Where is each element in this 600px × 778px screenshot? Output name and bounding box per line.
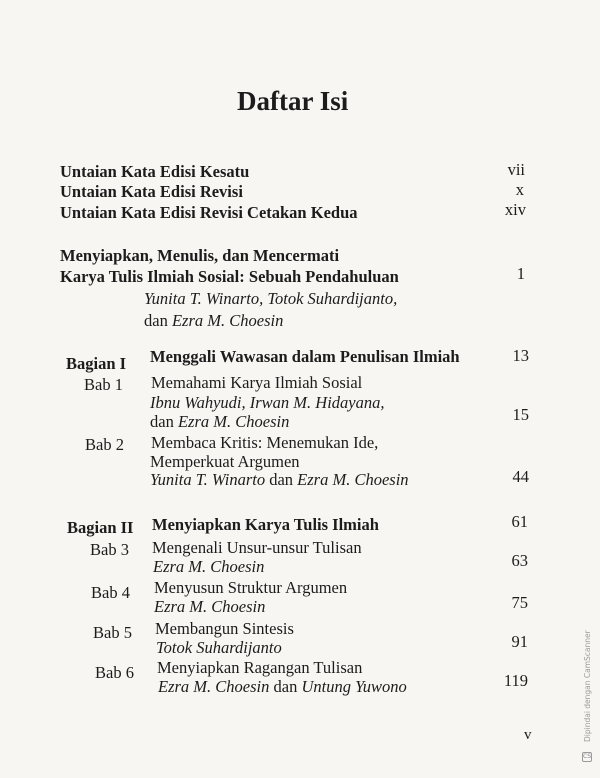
- chapter-authors-bab-2: [150, 472, 409, 489]
- chapter-title-bab-4: Menyusun Struktur Argumen: [154, 578, 348, 597]
- chapter-title-bab-6: Menyiapkan Ragangan Tulisan: [157, 658, 363, 677]
- page-number-bab-5: 91: [511, 632, 528, 651]
- page-number-bab-2: 44: [512, 467, 529, 486]
- author-name: Ezra M. Choesin: [297, 470, 409, 489]
- page-number-bagian-i: 13: [512, 346, 529, 365]
- part-title-bagian-i: Menggali Wawasan dalam Penulisan Ilmiah: [150, 347, 460, 366]
- toc-intro-title-line2: Karya Tulis Ilmiah Sosial: Sebuah Pendahuluan: [60, 267, 399, 286]
- toc-entry-edisi-revisi-cetakan-kedua: Untaian Kata Edisi Revisi Cetakan Kedua: [60, 203, 358, 222]
- page-number-bab-3: 63: [511, 551, 528, 570]
- chapter-authors-bab-1-line2: [150, 414, 289, 431]
- page-number-edisi-kesatu: vii: [507, 160, 525, 179]
- toc-intro-title-line1: Menyiapkan, Menulis, dan Mencermati: [60, 246, 340, 265]
- page-title: Daftar Isi: [237, 86, 349, 116]
- page-number-bab-6: 119: [503, 671, 528, 690]
- page-number-edisi-revisi: x: [515, 180, 524, 199]
- folio-page-number: v: [524, 727, 532, 743]
- chapter-label-bab-6: Bab 6: [95, 663, 134, 682]
- conjunction-dan: dan: [150, 412, 178, 431]
- author-name: Yunita T. Winarto: [150, 470, 266, 489]
- chapter-title-bab-2-line2: Memperkuat Argumen: [150, 452, 300, 471]
- toc-intro-authors-line1: Yunita T. Winarto, Totok Suhardijanto,: [144, 289, 398, 308]
- author-name: Ezra M. Choesin: [158, 677, 270, 696]
- toc-intro-authors-line2: [144, 313, 283, 330]
- chapter-title-bab-3: Mengenali Unsur-unsur Tulisan: [152, 538, 362, 557]
- toc-entry-edisi-revisi: Untaian Kata Edisi Revisi: [60, 182, 243, 201]
- page-number-edisi-revisi-cetakan-kedua: xiv: [504, 200, 526, 219]
- page-number-bab-1: 15: [512, 405, 529, 424]
- camscanner-logo-icon: CS: [583, 753, 591, 760]
- chapter-label-bab-5: Bab 5: [93, 623, 132, 642]
- page-number-bab-4: 75: [511, 593, 528, 612]
- chapter-authors-bab-1-line1: Ibnu Wahyudi, Irwan M. Hidayana,: [150, 393, 385, 412]
- page-number-bagian-ii: 61: [511, 512, 528, 531]
- part-label-bagian-i: Bagian I: [66, 354, 127, 373]
- chapter-title-bab-2-line1: Membaca Kritis: Menemukan Ide,: [151, 433, 379, 452]
- toc-entry-edisi-kesatu: Untaian Kata Edisi Kesatu: [60, 162, 250, 181]
- part-title-bagian-ii: Menyiapkan Karya Tulis Ilmiah: [152, 515, 379, 534]
- camscanner-watermark: Dipindai dengan CamScanner: [583, 630, 592, 742]
- chapter-author-bab-3: Ezra M. Choesin: [153, 557, 265, 576]
- chapter-label-bab-1: Bab 1: [84, 375, 123, 394]
- part-label-bagian-ii: Bagian II: [67, 518, 134, 537]
- chapter-label-bab-3: Bab 3: [90, 540, 129, 559]
- page-number-intro: 1: [516, 264, 525, 283]
- conjunction-dan: dan: [144, 311, 172, 330]
- chapter-title-bab-1: Memahami Karya Ilmiah Sosial: [151, 373, 363, 392]
- chapter-title-bab-5: Membangun Sintesis: [155, 619, 294, 638]
- author-name: Untung Yuwono: [301, 677, 407, 696]
- chapter-author-bab-4: Ezra M. Choesin: [154, 597, 266, 616]
- chapter-author-bab-5: Totok Suhardijanto: [156, 638, 282, 657]
- author-name: Ezra M. Choesin: [177, 412, 290, 431]
- chapter-label-bab-2: Bab 2: [85, 435, 124, 454]
- chapter-authors-bab-6: [158, 679, 407, 696]
- author-name: Ezra M. Choesin: [171, 311, 284, 330]
- chapter-label-bab-4: Bab 4: [91, 583, 130, 602]
- conjunction-dan: dan: [269, 677, 302, 696]
- conjunction-dan: dan: [265, 470, 298, 489]
